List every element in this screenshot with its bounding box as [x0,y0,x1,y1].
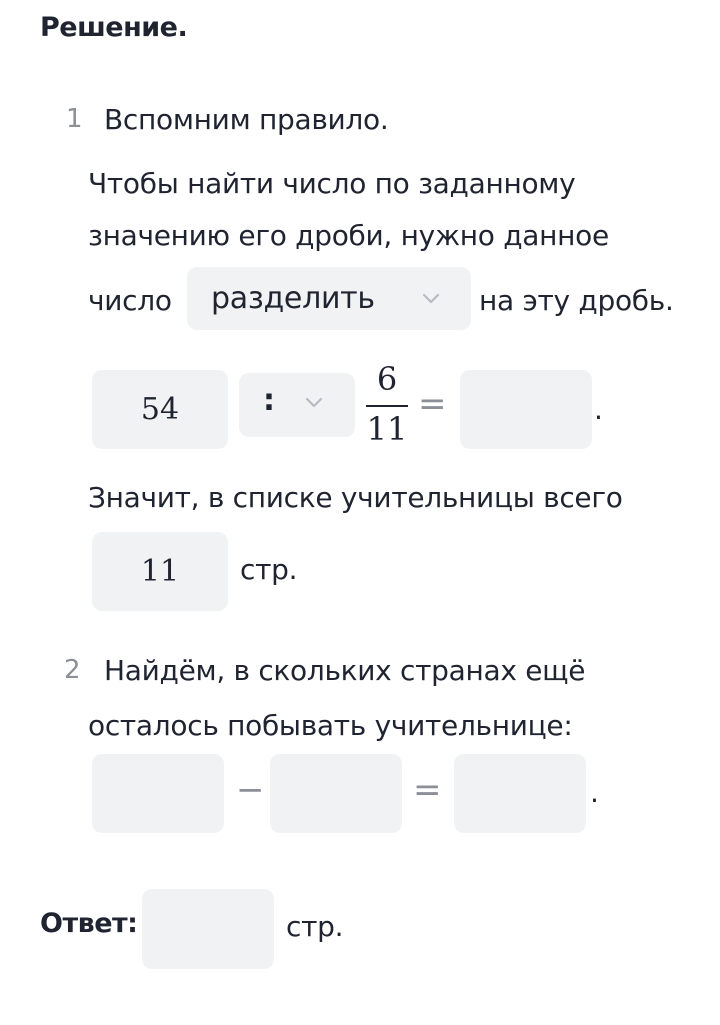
rule-operation-value: разделить [211,281,375,316]
step-number-1: 1 [66,104,83,134]
minuend-input[interactable] [92,754,224,833]
conclusion-unit: стр. [240,553,298,586]
operator-value: : [263,383,275,418]
answer-unit: стр. [286,910,344,943]
equation-end-dot: . [594,393,603,426]
dividend-value: 54 [140,392,180,427]
chevron-down-icon [305,397,323,409]
chevron-down-icon [422,293,440,305]
conclusion-line: Значит, в списке учительницы всего [88,481,623,514]
rule-operation-dropdown[interactable] [187,267,471,330]
rule-line-3-post: на эту дробь. [479,284,674,317]
fraction-denominator: 11 [366,410,408,448]
answer-label: Ответ: [40,908,138,939]
dividend-input[interactable] [92,370,228,449]
fraction-bar [366,405,408,407]
total-countries-value: 11 [140,554,180,589]
minus-sign: − [236,770,265,810]
step2-line-2: осталось побывать учительнице: [88,709,573,742]
step-number-2: 2 [64,655,81,685]
total-countries-input[interactable] [92,532,228,611]
step1-title: Вспомним правило. [104,103,389,136]
difference-input[interactable] [454,754,586,833]
equals-sign-2: = [413,770,442,810]
equals-sign: = [418,384,447,424]
rule-line-1: Чтобы найти число по заданному [88,167,576,200]
rule-line-2: значению его дроби, нужно данное [88,219,609,252]
subtrahend-input[interactable] [270,754,402,833]
equation-end-dot-2: . [590,776,599,809]
answer-input[interactable] [142,889,274,969]
fraction-numerator: 6 [376,360,398,398]
solution-heading: Решение. [40,12,188,43]
operator-dropdown[interactable] [239,373,355,437]
division-result-input[interactable] [460,370,592,449]
step2-line-1: Найдём, в скольких странах ещё [104,654,586,687]
rule-line-3-pre: число [88,284,172,317]
